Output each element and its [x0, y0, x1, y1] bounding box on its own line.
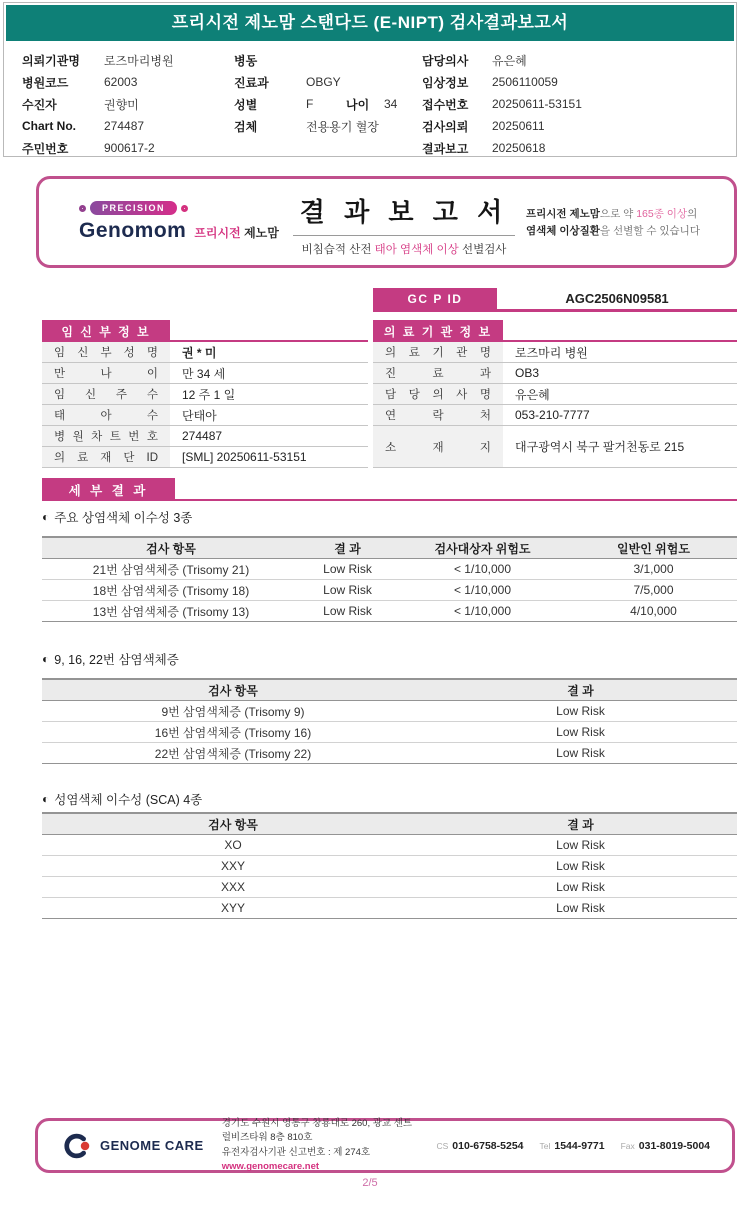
subject-risk: < 1/10,000 [453, 562, 512, 576]
patient-header-block [3, 2, 737, 157]
brand-name: Genomom [79, 219, 187, 242]
result-value: Low Risk [323, 583, 372, 597]
info-row [373, 426, 737, 468]
page-number: 2/5 [362, 1177, 378, 1189]
header-field [422, 71, 582, 93]
info-value: 로즈마리 병원 [515, 345, 588, 360]
field-value: 62003 [104, 75, 138, 89]
banner-title-block [291, 192, 517, 257]
banner-description [526, 206, 708, 241]
info-row [42, 342, 368, 363]
info-row [373, 405, 737, 426]
column-header: 일반인 위험도 [617, 541, 690, 556]
table-row [42, 580, 737, 601]
contact-item [436, 1140, 523, 1152]
table-row [42, 701, 737, 722]
info-value: 053-210-7777 [515, 408, 590, 422]
field-value: 20250618 [492, 141, 546, 155]
result-value: Low Risk [556, 838, 605, 852]
field-label: 결과보고 [422, 141, 469, 156]
company-name: GENOME CARE [100, 1138, 204, 1153]
gcp-id-value: AGC2506N09581 [565, 291, 669, 306]
info-label: 임 신 주 수 [42, 384, 170, 404]
ring-icon [79, 205, 86, 212]
header-field [22, 93, 174, 115]
test-item: XXX [220, 880, 245, 894]
test-item: XYY [220, 901, 245, 915]
info-row [42, 426, 368, 447]
field-value: 274487 [104, 119, 145, 133]
section-title-text: 성염색체 이수성 (SCA) 4종 [54, 793, 203, 807]
clinic-info-header [373, 320, 737, 342]
contact-number: 1544-9771 [554, 1139, 605, 1152]
result-value: Low Risk [556, 746, 605, 760]
info-row [42, 447, 368, 468]
contact-label: Fax [620, 1140, 635, 1151]
field-value: OBGY [306, 75, 341, 89]
field-label: 접수번호 [422, 97, 469, 112]
info-row [42, 384, 368, 405]
table-header-row [42, 814, 737, 835]
contact-item [621, 1140, 710, 1152]
field-label: 수진자 [22, 97, 57, 112]
genome-care-logo-icon [60, 1132, 94, 1160]
field-label: 임상정보 [422, 75, 469, 90]
info-value: 만 34 세 [182, 366, 226, 381]
header-column-1 [22, 49, 174, 159]
info-value: 유은혜 [515, 387, 550, 402]
result-value: Low Risk [556, 901, 605, 915]
info-label: 태 아 수 [42, 405, 170, 425]
header-column-3 [422, 49, 582, 159]
subtitle-highlight: 태아 염색체 이상 [374, 244, 459, 256]
table-row [42, 559, 737, 580]
subject-risk: < 1/10,000 [453, 604, 512, 618]
header-field [22, 49, 174, 71]
info-row [42, 405, 368, 426]
contact-label: Tel [539, 1140, 551, 1151]
table-header-row [42, 680, 737, 701]
table-row [42, 743, 737, 764]
table-row [42, 856, 737, 877]
desc-bold: 염색체 이상질환 [526, 225, 600, 238]
result-value: Low Risk [556, 725, 605, 739]
field-label: 검체 [234, 119, 258, 134]
result-value: Low Risk [323, 562, 372, 576]
test-item: 16번 삼염색체증 (Trisomy 16) [154, 725, 312, 740]
info-label: 만 나 이 [42, 363, 170, 383]
info-value: [SML] 20250611-53151 [182, 450, 307, 464]
section-title-text: 주요 상염색체 이수성 3종 [54, 511, 193, 525]
field-value: 20250611 [492, 119, 545, 133]
column-header: 검사 항목 [208, 683, 258, 698]
result-value: Low Risk [323, 604, 372, 618]
brand-kr-pink: 프리시전 [194, 226, 241, 240]
column-header: 결 과 [567, 683, 594, 698]
info-label: 진 료 과 [373, 363, 503, 383]
info-row [42, 363, 368, 384]
column-header: 결 과 [334, 541, 361, 556]
info-value: 274487 [182, 429, 223, 443]
table-row [42, 877, 737, 898]
test-item: 13번 삼염색체증 (Trisomy 13) [92, 604, 250, 619]
test-item: 22번 삼염색체증 (Trisomy 22) [154, 746, 312, 761]
field-label: 진료과 [234, 75, 269, 90]
field-label: 주민번호 [22, 141, 69, 156]
subtitle-post: 선별검사 [458, 244, 507, 256]
report-subtitle [291, 241, 517, 257]
table-row [42, 722, 737, 743]
trisomy-other-table [42, 678, 737, 764]
contact-label: CS [436, 1140, 449, 1151]
trisomy-main-table [42, 536, 737, 622]
desc-bold: 프리시전 제노맘 [526, 208, 600, 220]
test-item: XXY [220, 859, 245, 873]
ring-icon [181, 205, 188, 212]
field-label: 병동 [234, 53, 258, 68]
result-value: Low Risk [556, 859, 605, 873]
column-header: 검사 항목 [146, 541, 196, 556]
header-field [22, 137, 174, 159]
test-item: XO [224, 838, 242, 852]
info-label: 소 재 지 [373, 426, 503, 467]
field-label: 병원코드 [22, 75, 69, 90]
contact-item [540, 1140, 605, 1152]
sca-table [42, 812, 737, 919]
population-risk: 4/10,000 [630, 604, 677, 618]
section-badge: 의 료 기 관 정 보 [373, 320, 503, 342]
contact-number: 010-6758-5254 [452, 1139, 524, 1152]
field-label: 검사의뢰 [422, 119, 469, 134]
info-label: 담 당 의 사 명 [373, 384, 503, 404]
section-title-autosomal [42, 508, 192, 526]
test-item: 18번 삼염색체증 (Trisomy 18) [92, 583, 250, 598]
brand-kr-dark: 제노맘 [244, 226, 279, 240]
address-line-1: 경기도 수원시 영통구 창룡대로 260, 광교 센트럴비즈타워 8층 810호 [221, 1118, 413, 1144]
title-divider [293, 235, 515, 236]
mother-info-header [42, 320, 368, 342]
brand-name-korean [194, 224, 279, 241]
table-row [42, 835, 737, 856]
column-header: 검사대상자 위험도 [434, 541, 531, 556]
half-circle-icon: ◐ [42, 510, 50, 524]
info-value: OB3 [515, 366, 540, 380]
test-item: 9번 삼염색체증 (Trisomy 9) [161, 704, 305, 719]
header-field [234, 49, 397, 71]
footer [35, 1118, 735, 1173]
desc-text: 의 [687, 208, 698, 220]
header-field [234, 71, 397, 93]
section-badge: 세 부 결 과 [42, 478, 175, 501]
field-value: 권향미 [104, 97, 139, 112]
header-field [234, 93, 397, 115]
result-value: Low Risk [556, 704, 605, 718]
genome-care-logo [60, 1132, 204, 1160]
header-field [422, 93, 582, 115]
half-circle-icon: ◐ [42, 792, 50, 806]
info-value: 12 주 1 일 [182, 387, 236, 402]
report-main-title: 결 과 보 고 서 [299, 197, 509, 227]
header-field [22, 71, 174, 93]
half-circle-icon: ◐ [42, 652, 50, 666]
report-banner [36, 176, 737, 268]
info-label: 임 신 부 성 명 [42, 342, 170, 362]
info-row [373, 384, 737, 405]
report-title-bar: 프리시전 제노맘 스탠다드 (E-NIPT) 검사결과보고서 [6, 5, 734, 41]
header-field [22, 115, 174, 137]
column-header: 결 과 [567, 817, 594, 832]
field-label: 담당의사 [422, 53, 469, 68]
field-value: 20250611-53151 [492, 97, 582, 111]
info-value: 권 * 미 [182, 345, 217, 360]
address-line-2: 유전자검사기관 신고번호 : 제 274호 [221, 1146, 371, 1158]
info-label: 연 락 처 [373, 405, 503, 425]
header-column-2 [234, 49, 397, 137]
genomom-logo [79, 201, 279, 243]
gcp-id-label: GC P ID [373, 288, 497, 309]
section-badge: 임 신 부 정 보 [42, 320, 170, 342]
field-value: F [306, 97, 314, 111]
desc-text: 으로 약 [599, 208, 637, 220]
info-label: 의 료 기 관 명 [373, 342, 503, 362]
section-title-other-trisomy [42, 650, 179, 668]
field-label: 성별 [234, 97, 258, 112]
contact-number: 031-8019-5004 [638, 1139, 710, 1152]
brand-row [79, 219, 279, 243]
header-field [422, 49, 582, 71]
field-value: 로즈마리병원 [104, 53, 174, 68]
subject-risk: < 1/10,000 [453, 583, 512, 597]
field-value: 34 [384, 97, 398, 111]
column-header: 검사 항목 [208, 817, 258, 832]
precision-pill: PRECISION [90, 201, 177, 215]
info-value: 대구광역시 북구 팔거천동로 215 [515, 440, 685, 454]
info-row [373, 342, 737, 363]
header-field [422, 137, 582, 159]
section-title-text: 9, 16, 22번 삼염색체증 [54, 653, 179, 667]
field-value: 유은혜 [492, 53, 527, 68]
desc-highlight: 165종 이상 [636, 208, 688, 220]
field-label: 의뢰기관명 [22, 53, 80, 68]
gcp-id-row [373, 288, 737, 312]
field-value: 2506110059 [492, 75, 558, 89]
field-value: 900617-2 [104, 141, 155, 155]
clinic-info-table [373, 320, 737, 468]
field-value: 전용용기 혈장 [306, 119, 379, 134]
subtitle-pre: 비침습적 산전 [301, 244, 375, 256]
precision-badge [79, 201, 279, 215]
header-field [234, 115, 397, 137]
test-item: 21번 삼염색체증 (Trisomy 21) [92, 562, 250, 577]
mother-info-table [42, 320, 368, 468]
contact-list [436, 1140, 710, 1152]
header-field [422, 115, 582, 137]
table-header-row [42, 538, 737, 559]
table-row [42, 601, 737, 622]
table-row [42, 898, 737, 919]
website-link[interactable]: www.genomecare.net [221, 1160, 320, 1172]
field-label: 나이 [346, 97, 370, 112]
field-label: Chart No. [22, 119, 76, 133]
info-label: 병 원 차 트 번 호 [42, 426, 170, 446]
info-label: 의 료 재 단 ID [42, 447, 170, 467]
population-risk: 3/1,000 [633, 562, 674, 576]
company-address [222, 1117, 419, 1174]
info-value: 단태아 [182, 408, 217, 423]
info-row [373, 363, 737, 384]
result-value: Low Risk [556, 880, 605, 894]
section-title-sca [42, 790, 202, 808]
population-risk: 7/5,000 [633, 583, 674, 597]
desc-text: 을 선별할 수 있습니다 [599, 225, 700, 238]
detail-results-header [42, 478, 737, 501]
